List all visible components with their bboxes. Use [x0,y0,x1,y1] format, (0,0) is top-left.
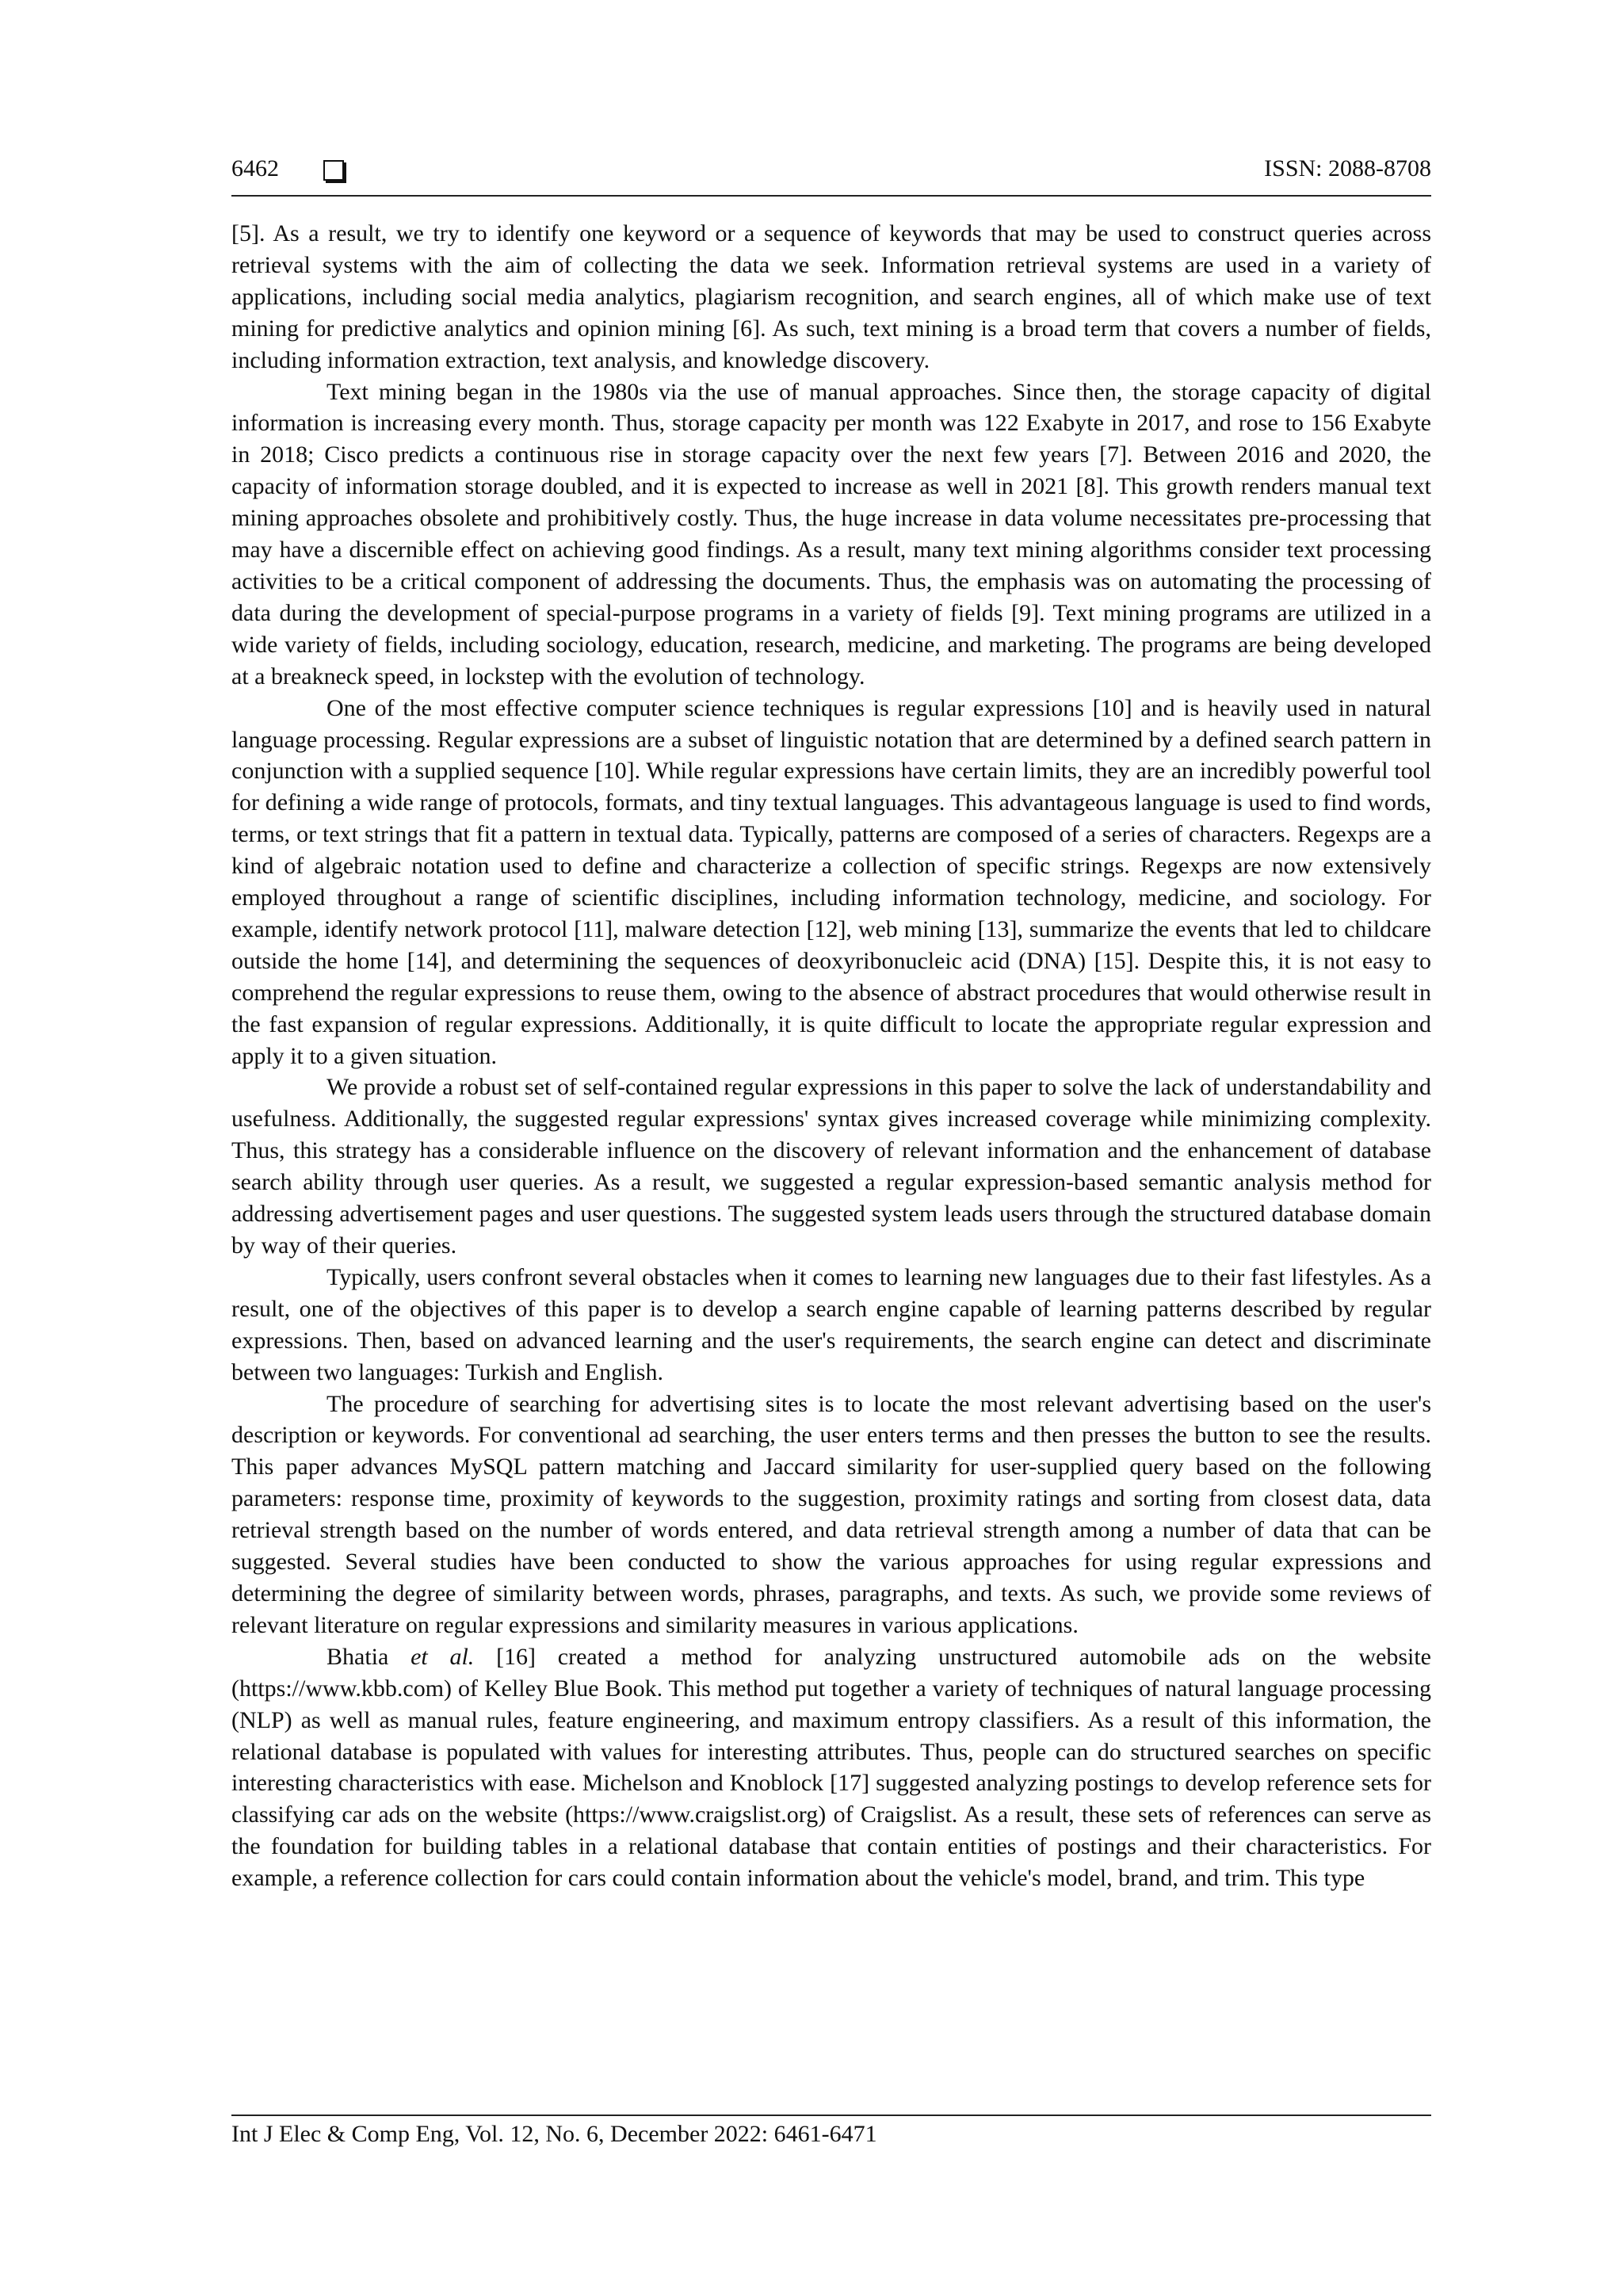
page-footer [231,2115,1431,2148]
issn-label: ISSN: 2088-8708 [1264,155,1431,181]
paragraph: We provide a robust set of self-contained regular expressions in this paper to solve the lack of understandability and usefulness. Additionally, the suggested regular expressions' syntax gives increased coverage while minimizing complexity. Thus, this strategy has a considerable influence on the discovery of relevant information and the enhancement of database search ability through user queries. As a result, we suggested a regular expression-based semantic analysis method for addressing advertisement pages and user questions. The suggested system leads users through the structured database domain by way of their queries. [231,1074,1431,1259]
et-al: et al. [411,1643,475,1670]
paragraph-bhatia [231,1641,1431,1894]
paragraph-continued: [5]. As a result, we try to identify one keyword or a sequence of keywords that may be used to construct queries across retrieval systems with the aim of collecting the data we seek. Information retrieval systems are used in a variety of applications, including social media analytics, plagiarism recognition, and search engines, all of which make use of text mining for predictive analytics and opinion mining [6]. As such, text mining is a broad term that covers a number of fields, including information extraction, text analysis, and knowledge discovery. [231,220,1431,373]
page-number: 6462 [231,155,279,181]
paragraph: One of the most effective computer science techniques is regular expressions [10] and is heavily used in natural language processing. Regular expressions are a subset of linguistic notation that are determined by a defined search pattern in conjunction with a supplied sequence [10]. While regular expressions have certain limits, they are an incredibly powerful tool for defining a wide range of protocols, formats, and tiny textual languages. This advantageous language is used to find words, terms, or text strings that fit a pattern in textual data. Typically, patterns are composed of a series of characters. Regexps are a kind of algebraic notation used to define and characterize a collection of specific strings. Regexps are now extensively employed throughout a range of scientific disciplines, including information technology, medicine, and sociology. For example, identify network protocol [11], malware detection [12], web mining [13], summarize the events that led to childcare outside the home [14], and determining the sequences of deoxyribonucleic acid (DNA) [15]. Despite this, it is not easy to comprehend the regular expressions to reuse them, owing to the absence of abstract procedures that would otherwise result in the fast expansion of regular expressions. Additionally, it is quite difficult to locate the appropriate regular expression and apply it to a given situation. [231,694,1431,1069]
paragraph-text: [16] created a method for analyzing unstructured automobile ads on the website (https://www.kbb.com) of Kelley Blue Book. This method put together a variety of techniques of natural language processing (NLP) as well as manual rules, feature engineering, and maximum entropy classifiers. As a result of this information, the relational database is populated with values for interesting attributes. Thus, people can do structured searches on specific interesting characteristics with ease. Michelson and Knoblock [17] suggested analyzing postings to develop reference sets for classifying car ads on the website (https://www.craigslist.org) of Craigslist. As a result, these sets of references can serve as the foundation for building tables in a relational database that contain entities of postings and their characteristics. For example, a reference collection for cars could contain information about the vehicle's model, brand, and trim. This type [231,1643,1431,1892]
paragraph: The procedure of searching for advertising sites is to locate the most relevant advertising based on the user's description or keywords. For conventional ad searching, the user enters terms and then presses the button to see the results. This paper advances MySQL pattern matching and Jaccard similarity for user-supplied query based on the following parameters: response time, proximity of keywords to the suggestion, proximity ratings and sorting from closest data, data retrieval strength based on the number of words entered, and data retrieval strength among a number of data that can be suggested. Several studies have been conducted to show the various approaches for using regular expressions and determining the degree of similarity between words, phrases, paragraphs, and texts. As such, we provide some reviews of relevant literature on regular expressions and similarity measures in various applications. [231,1390,1431,1638]
paragraph: Typically, users confront several obstacles when it comes to learning new languages due to their fast lifestyles. As a result, one of the objectives of this paper is to develop a search engine capable of learning patterns described by regular expressions. Then, based on advanced learning and the user's requirements, the search engine can detect and discriminate between two languages: Turkish and English. [231,1263,1431,1385]
paragraph: Text mining began in the 1980s via the use of manual approaches. Since then, the storage capacity of digital information is increasing every month. Thus, storage capacity per month was 122 Exabyte in 2017, and rose to 156 Exabyte in 2018; Cisco predicts a continuous rise in storage capacity over the next few years [7]. Between 2016 and 2020, the capacity of information storage doubled, and it is expected to increase as well in 2021 [8]. This growth renders manual text mining approaches obsolete and prohibitively costly. Thus, the huge increase in data volume necessitates pre-processing that may have a discernible effect on achieving good findings. As a result, many text mining algorithms consider text processing activities to be a critical component of addressing the documents. Thus, the emphasis was on automating the processing of data during the development of special-purpose programs in a variety of fields [9]. Text mining programs are utilized in a wide variety of fields, including sociology, education, research, medicine, and marketing. The programs are being developed at a breakneck speed, in lockstep with the evolution of technology. [231,378,1431,690]
box-icon [323,160,344,181]
author-name: Bhatia [327,1643,389,1670]
journal-citation: Int J Elec & Comp Eng, Vol. 12, No. 6, December 2022: 6461-6471 [231,2121,877,2147]
page-header [231,155,1431,197]
main-body [231,218,1431,1894]
